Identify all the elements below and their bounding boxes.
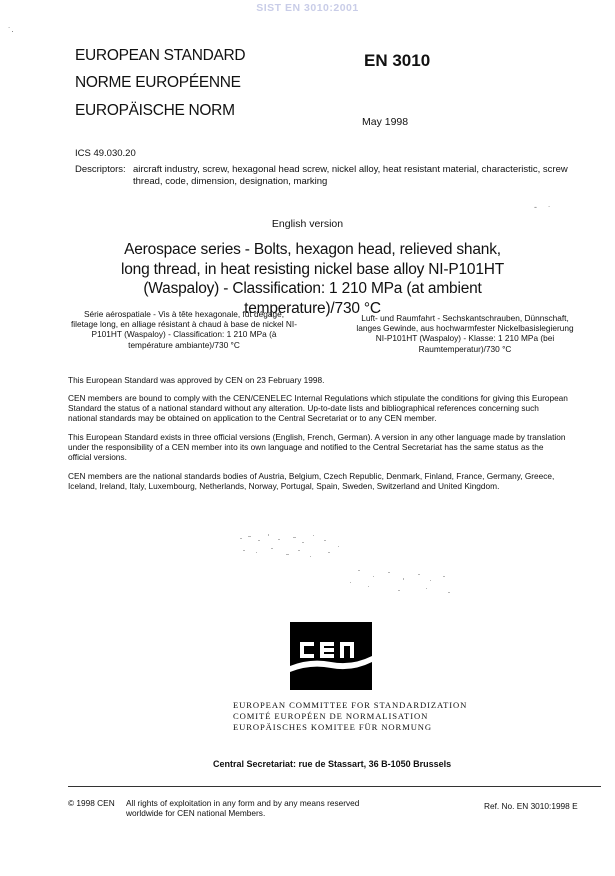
committee-name-de: EUROPÄISCHES KOMITEE FÜR NORMUNG: [233, 722, 433, 732]
approval-paragraph: This European Standard was approved by CEN on 23 February 1998.: [68, 375, 325, 385]
scan-speck: ˙·: [8, 26, 14, 36]
standard-line-fr: NORME EUROPÉENNE: [75, 74, 241, 91]
versions-paragraph: This European Standard exists in three official versions (English, French, German). A version in any other language made by translation under the responsibility of a CEN member into its own language and notified to the Central Secretariat has the same status as the official versions.: [68, 432, 566, 463]
standard-line-de: EUROPÄISCHE NORM: [75, 102, 235, 119]
cen-logo-icon: [290, 622, 372, 690]
committee-name-en: EUROPEAN COMMITTEE FOR STANDARDIZATION: [233, 700, 468, 710]
subtitle-french: Série aérospatiale - Vis à tête hexagonale, fût dégagé, filetage long, en alliage résistant à chaud à base de nickel NI-P101HT (Waspaloy) - Classification: 1 210 MPa (à température ambiante)/730 °C: [70, 309, 297, 350]
reference-number: Ref. No. EN 3010:1998 E: [484, 801, 578, 811]
compliance-paragraph: CEN members are bound to comply with the CEN/CENELEC Internal Regulations which stipulate the conditions for giving this European Standard the status of a national standard without any alteration. Up-to-date lists and bibliographical references concerning such national standards may be obtained on application to the Central Secretariat or to any CEN member.: [68, 393, 568, 424]
watermark: SIST EN 3010:2001: [256, 2, 359, 14]
subtitle-german: Luft- und Raumfahrt - Sechskantschrauben, Dünnschaft, langes Gewinde, aus hochwarmfester Nickelbasislegierung NI-P101HT (Waspaloy) - Klasse: 1 210 MPa (bei Raumtemperatur)/730 °C: [356, 313, 574, 354]
ics-code: ICS 49.030.20: [75, 148, 136, 159]
descriptors-label: Descriptors:: [75, 164, 126, 175]
copyright-notice: © 1998 CEN: [68, 798, 115, 808]
scan-noise-marks: [238, 530, 458, 600]
descriptors-text: aircraft industry, screw, hexagonal head screw, nickel alloy, heat resistant material, characteristic, screw thread, code, dimension, designation, marking: [133, 164, 568, 187]
publication-date: May 1998: [362, 116, 409, 128]
standard-number: EN 3010: [364, 51, 431, 70]
scan-speck: -: [534, 202, 537, 212]
scan-speck: ˙: [548, 205, 551, 215]
footer-divider: [68, 786, 601, 787]
members-paragraph: CEN members are the national standards bodies of Austria, Belgium, Czech Republic, Denmark, Finland, France, Germany, Greece, Iceland, Ireland, Italy, Luxembourg, Netherlands, Norway, Portugal, Spain, Sweden, Switzerland and United Kingdom.: [68, 471, 555, 492]
central-secretariat-address: Central Secretariat: rue de Stassart, 36 B-1050 Brussels: [213, 759, 452, 769]
version-label: English version: [271, 218, 344, 230]
committee-name-fr: COMITÉ EUROPÉEN DE NORMALISATION: [233, 711, 429, 721]
rights-statement: All rights of exploitation in any form and by any means reserved worldwide for CEN national Members.: [126, 798, 360, 819]
document-title: Aerospace series - Bolts, hexagon head, relieved shank, long thread, in heat resisting nickel base alloy NI-P101HT (Waspaloy) - Classification: 1 210 MPa (at ambient temperature)/730 °C: [121, 241, 504, 317]
standard-line-en: EUROPEAN STANDARD: [75, 47, 246, 64]
